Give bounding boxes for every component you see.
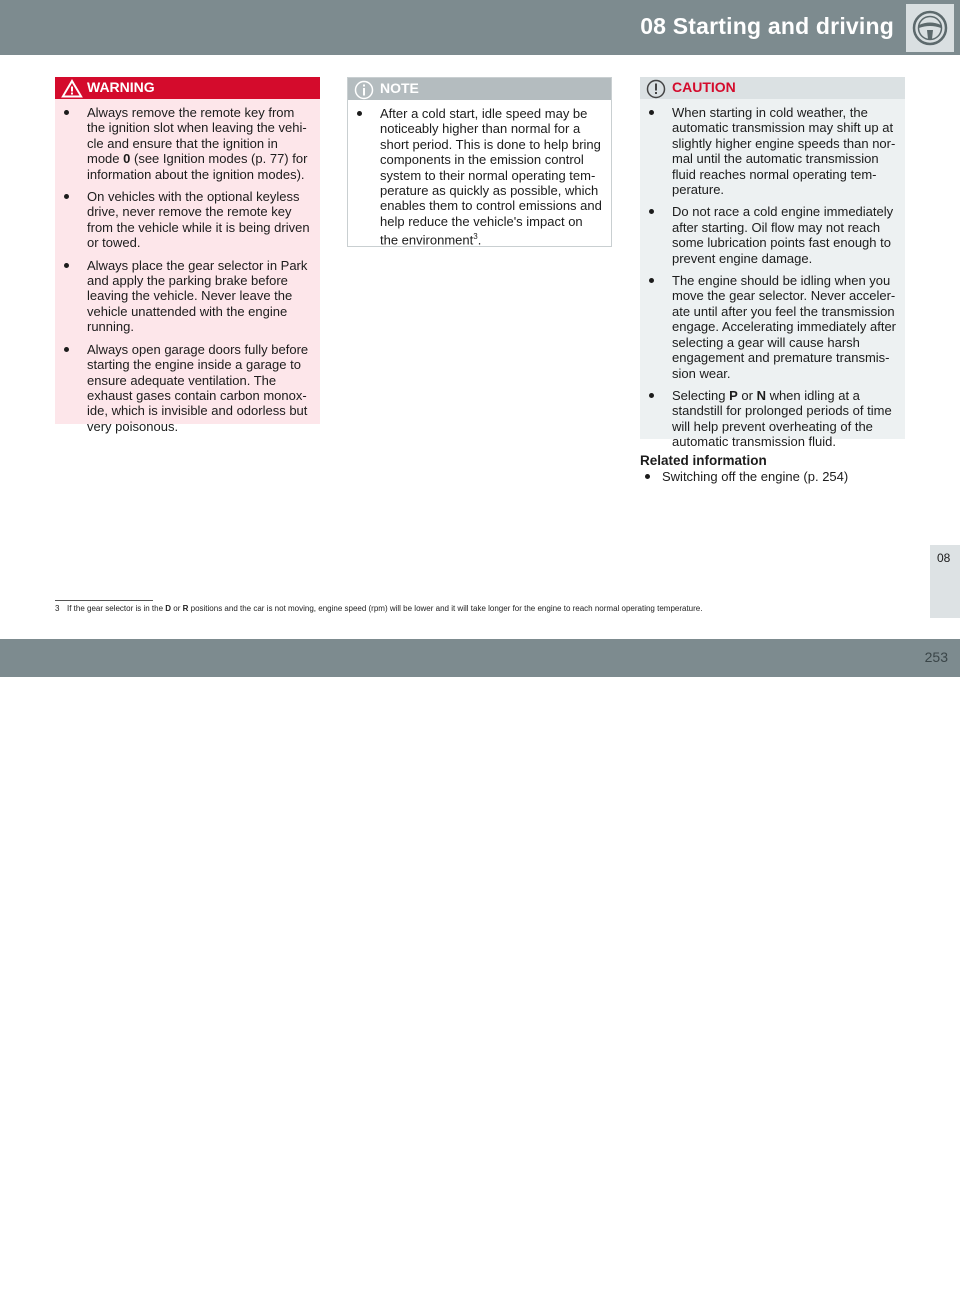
ignition-mode-value: 0 <box>123 151 131 167</box>
list-item <box>55 342 312 434</box>
list-item-text: After a cold start, idle speed may be noticeably higher than normal for a short period. This is done to help bring components in the emission control system to their normal operating tem-perature as quickly as possible, which enables them to control emissions and help reduce the vehicle's impact on the environment <box>380 106 602 248</box>
steering-wheel-icon <box>910 8 950 48</box>
gear-p: P <box>729 387 738 403</box>
warning-label: WARNING <box>87 79 155 95</box>
chapter-title: 08 Starting and driving <box>640 13 894 39</box>
list-item-end: . <box>477 232 482 248</box>
list-item-text: When starting in cold weather, the automatic transmission may shift up at slightly higher engine speeds than nor-mal until the automatic transmission fluid reaches normal operating tem-perature. <box>672 105 896 198</box>
warning-list <box>55 99 320 444</box>
warning-triangle-icon <box>61 79 83 98</box>
list-item <box>640 105 897 197</box>
related-information <box>640 453 905 484</box>
note-header <box>348 78 611 100</box>
bullet <box>645 474 650 479</box>
related-title: Related information <box>640 453 767 468</box>
footnote-text: or <box>171 604 183 613</box>
list-item-text: Selecting <box>672 387 730 403</box>
gear-r: R <box>182 604 189 613</box>
page-header <box>0 0 960 55</box>
bullet <box>64 263 69 268</box>
list-item-text: when idling at a standstill for prolonged periods of time will help prevent overheating of the automatic transmission fluid. <box>672 387 892 450</box>
bullet <box>649 110 654 115</box>
list-item <box>55 258 312 335</box>
note-list <box>348 100 611 258</box>
chapter-icon-box <box>906 4 954 52</box>
bullet <box>357 111 362 116</box>
related-link-text[interactable]: Switching off the engine (p. 254) <box>662 469 849 484</box>
gear-n: N <box>756 387 766 403</box>
list-item-text: Always place the gear selector in Park and apply the parking brake before leaving the vehicle. Never leave the vehicle unattended with the engine running. <box>87 257 308 335</box>
gear-d: D <box>165 604 172 613</box>
chapter-tab[interactable] <box>930 545 960 618</box>
footnote-ref[interactable]: 3 <box>473 232 478 242</box>
list-item-text: On vehicles with the optional keyless drive, never remove the remote key from the vehicle while it is being driven or towed. <box>87 189 310 251</box>
footnote-text: positions and the car is not moving, engine speed (rpm) will be lower and it will take longer for the engine to reach normal operating temperature. <box>188 604 703 613</box>
list-item-text: Always open garage doors fully before starting the engine inside a garage to ensure adequate ventilation. The exhaust gases contain carbon monox-ide, which is invisible and odorless but very poisonous. <box>87 341 309 434</box>
bullet <box>649 278 654 283</box>
caution-label: CAUTION <box>672 79 736 95</box>
page-footer <box>0 639 960 1301</box>
bullet <box>64 347 69 352</box>
caution-box <box>640 77 905 450</box>
list-item <box>348 106 603 248</box>
info-icon <box>354 80 374 100</box>
chapter-tab-label: 08 <box>937 551 951 565</box>
warning-header <box>55 77 320 99</box>
bullet <box>64 194 69 199</box>
list-item-text: (see Ignition modes (p. 77) for information about the ignition modes). <box>87 151 308 182</box>
note-label: NOTE <box>380 80 419 96</box>
page-number: 253 <box>924 649 948 665</box>
footnote <box>55 604 702 613</box>
list-item <box>640 388 897 450</box>
watermark: carmanualsonline.info <box>595 1282 786 1301</box>
caution-list <box>640 99 905 460</box>
warning-box <box>55 77 320 434</box>
bullet <box>649 209 654 214</box>
caution-header <box>640 77 905 99</box>
list-item-text: Do not race a cold engine immediately after starting. Oil flow may not reach some lubrication points fast enough to prevent engine damage. <box>672 204 894 266</box>
bullet <box>64 110 69 115</box>
footnote-number: 3 <box>55 604 60 613</box>
footnote-text: If the gear selector is in the <box>67 604 166 613</box>
list-item-text: Always remove the remote key from the ignition slot when leaving the vehi-cle and ensure that the ignition in mode <box>87 105 307 167</box>
related-link[interactable] <box>640 469 905 484</box>
exclamation-circle-icon <box>646 79 666 99</box>
bullet <box>649 393 654 398</box>
list-item <box>640 273 897 381</box>
list-item <box>640 204 897 266</box>
list-item <box>55 189 312 251</box>
note-box <box>347 77 612 247</box>
list-item <box>55 105 312 182</box>
footnote-divider <box>55 600 153 601</box>
list-item-text: The engine should be idling when you move the gear selector. Never acceler-ate until after you feel the transmission engage. Accelerating immediately after selecting a gear will cause harsh engagement and premature transmis-sion wear. <box>672 273 897 381</box>
list-item-text: or <box>737 387 757 403</box>
